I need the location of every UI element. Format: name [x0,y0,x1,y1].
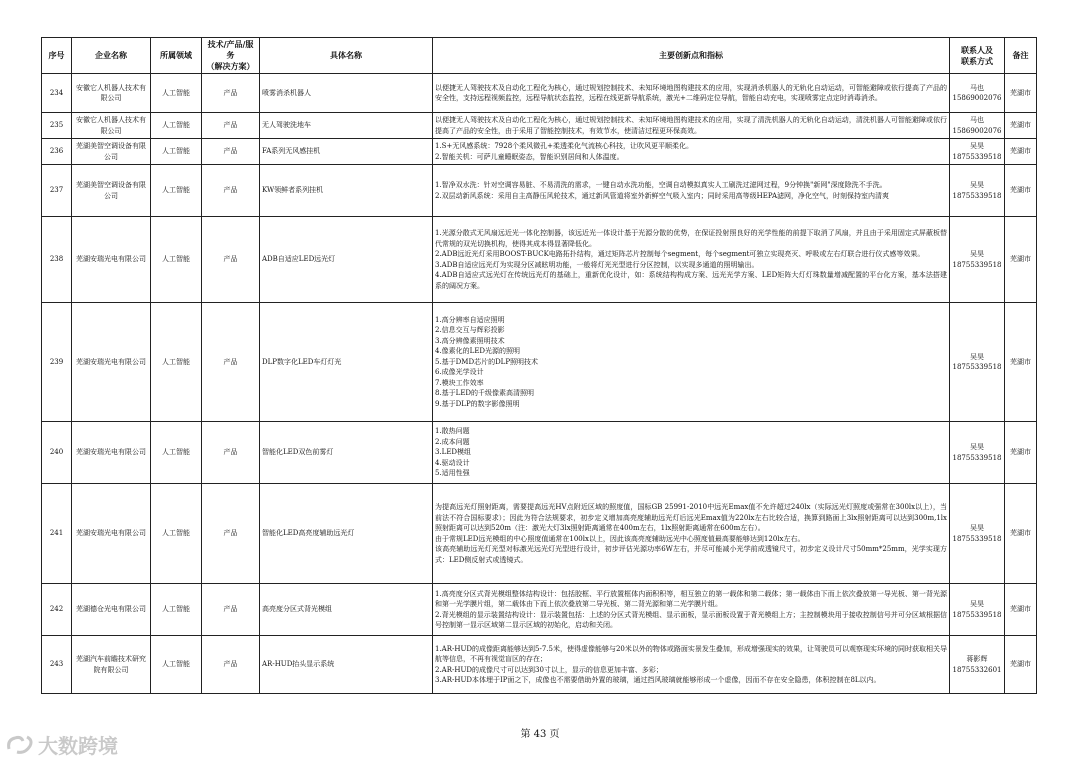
table-row [42,303,1037,422]
table-row [42,422,1037,484]
table-row [42,584,1037,636]
row-number: 235 [42,113,72,139]
company-name: 芜湖安瑞光电有限公司 [72,303,151,422]
note-cell: 芜湖市 [1005,484,1037,584]
innovation-points: 1.AR-HUD的成像距离能够达到5-7.5米，使得虚像能够与20米以外的物体或路面实景发生叠加，形成增强现实的效果，让驾驶员可以观察现实环境的同时获取相关导航等信息，不再有视觉盲区的存在； 2.AR-HUD的成像尺寸可以达到30寸以上，显示的信息更加丰富、多彩； 3.AR-HUD本体埋于IP面之下，成像也不需要借助外置的玻璃，通过挡风玻璃就能够形成一个虚像，因而不存在安全隐患，体积控制在8L以内。 [433,636,950,694]
note-cell: 芜湖市 [1005,217,1037,303]
contact-info: 吴昊 18755339518 [950,303,1005,422]
innovation-points: 1.S+无风感系统：7928个柔风微孔+柔透柔化气流核心科技，让吹风更平顺柔化。 2.智能关机：可萨儿童睡眠姿态，智能识别居间和人体温度。 [433,139,950,165]
type-cell: 产品 [202,165,260,217]
contact-info: 马也 15869002076 [950,74,1005,113]
table-row [42,636,1037,694]
innovation-points: 1.散热问题 2.成本问题 3.LED模组 4.驱动设计 5.适用性强 [433,422,950,484]
row-number: 237 [42,165,72,217]
note-cell: 芜湖市 [1005,636,1037,694]
innovation-points: 以便捷无人驾驶技术及自动化工程化为核心，通过规划控制技术、未知环境地图构建技术的应用，实现了清洗机器人的无轨化自动运动，清洗机器人可智能避障或依行提高了产品的安全性，由于采用了智能控制技术，有效节水，使清洁过程更环保高效。 [433,113,950,139]
product-name: 无人驾驶洗地车 [260,113,433,139]
type-cell: 产品 [202,139,260,165]
header-company: 企业名称 [72,38,151,74]
field-cell: 人工智能 [151,484,202,584]
page-number: 第 43 页 [520,729,560,740]
contact-info: 吴昊 18755339518 [950,584,1005,636]
type-cell: 产品 [202,484,260,584]
table-row [42,139,1037,165]
table-row [42,484,1037,584]
company-name: 安徽它人机器人技术有限公司 [72,113,151,139]
note-cell: 芜湖市 [1005,74,1037,113]
table-row [42,74,1037,113]
company-name: 芜湖美智空调设备有限公司 [72,139,151,165]
header-row [42,38,1037,74]
field-cell: 人工智能 [151,584,202,636]
header-note: 备注 [1005,38,1037,74]
row-number: 239 [42,303,72,422]
field-cell: 人工智能 [151,636,202,694]
product-name: 高亮度分区式背光模组 [260,584,433,636]
contact-info: 蒋影辉 18755332601 [950,636,1005,694]
row-number: 243 [42,636,72,694]
product-name: KW领鲜者系列挂机 [260,165,433,217]
contact-info: 吴昊 18755339518 [950,422,1005,484]
note-cell: 芜湖市 [1005,139,1037,165]
product-name: DLP数字化LED车灯灯光 [260,303,433,422]
note-cell: 芜湖市 [1005,422,1037,484]
header-contact: 联系人及 联系方式 [950,38,1005,74]
enterprise-table [41,37,1037,694]
contact-info: 吴昊 18755339518 [950,139,1005,165]
row-number: 242 [42,584,72,636]
contact-info: 吴昊 18755339518 [950,165,1005,217]
product-name: 智能化LED双色前雾灯 [260,422,433,484]
table-row [42,113,1037,139]
watermark [6,730,118,759]
innovation-points: 1.光源分散式无风扇远近光一体化控制器，该远近光一体设计基于光源分散的优势，在保证投射照良好的光学性能的前提下取消了风扇，并且由于采用固定式屏蔽板替代常规的双光切换机构，使得其成本得显著降低化。 2.ADB远近光灯采用BOOST-BUCK电路拓扑结构，通过矩阵芯片控制每个segment，每个segment可独立实现亮灭、呼吸或左右灯联合进行仪式感等效果。 3.ADB自适应远光灯为实现分区减眩明功能，一般将灯光光型进行分区控制，以实现多通道的照明输出。 4.ADB自适应式远光灯在传统远光灯的基础上，重新优化设计，如：系统结构构成方案、远光光学方案、LED矩阵大灯灯珠数量增减配置的平台化方案，基本法搭建系的阔况方案。 [433,217,950,303]
row-number: 234 [42,74,72,113]
product-name: AR-HUD抬头显示系统 [260,636,433,694]
note-cell: 芜湖市 [1005,113,1037,139]
innovation-points: 1.高分辨率自适应照明 2.信息交互与辉彩投影 3.高分辨像素照明技术 4.像素化的LED光源的照明 5.基于DMD芯片的DLP照明技术 6.成像光学设计 7.模块工作效率 8.基于LED的千级像素高清照明 9.基于DLP的数字影像照明 [433,303,950,422]
type-cell: 产品 [202,74,260,113]
table-row [42,217,1037,303]
type-cell: 产品 [202,584,260,636]
innovation-points: 1.智净双水洗：针对空调容易脏、不易清洗的需求，一键自动水洗功能，空调自动模拟真实人工刷洗过滤网过程，9分钟换"新网"深度除洗不手洗。 2.双层动新风系统：采用自主高静压风轮技术，通过新风管道将室外新鲜空气吸入室内；同时采用高等级HEPA滤网，净化空气，时刻保持室内清爽 [433,165,950,217]
watermark-text: 大数跨境 [38,734,118,758]
row-number: 236 [42,139,72,165]
contact-info: 吴昊 18755339518 [950,484,1005,584]
header-points: 主要创新点和指标 [433,38,950,74]
field-cell: 人工智能 [151,165,202,217]
company-name: 安徽它人机器人技术有限公司 [72,74,151,113]
type-cell: 产品 [202,303,260,422]
company-name: 芜湖安瑞光电有限公司 [72,422,151,484]
company-name: 芜湖汽车前瞻技术研究院有限公司 [72,636,151,694]
brand-logo-icon [6,733,34,757]
header-type: 技术/产品/服务 （解决方案） [202,38,260,74]
innovation-points: 为提高远光灯照射距离，需要提高远光HV点附近区域的照度值，国标GB 25991-2010中远光Emax值不允许超过240lx（实际远光灯照度或强常在300lx以上），当前法不符合国标要求）；因此为符合法规要求，初步定义增加高亮度辅助远光灯后远光Emax值为220lx左右比较合适，换算到路面上3lx照射距离可以达到300m,1lx照射距离可以达到520m（注：激光大灯3lx照射距离通常在400m左右，1lx照射距离通常在600m左右）。 由于常规LED远光模组的中心照度值通常在100lx以上，因此该高亮度辅助远光中心照度值最高要能够达到120lx左右。 该高亮辅助远光灯光型对标激光远光灯光型进行设计，初步评估光源功率6W左右，并尽可能减小光学前成透镜尺寸，初步定义设计尺寸50mm*25mm，光学实现方式：LED侧反射式或透镜式。 [433,484,950,584]
note-cell: 芜湖市 [1005,584,1037,636]
innovation-points: 1.高亮度分区式背光模组整体结构设计：包括胶框、平行放置框体内面积积等，相互独立的第一载体和第二载体；第一载体由下而上依次叠放第一导光板、第一背光源和第一光学膜片组，第二载体由下而上依次叠放第二导光板、第二背光源和第二光学膜片组。 2.背光模组的显示装置结构设计：显示装置包括：上述的分区式背光模组、显示面板，显示面板设置于背光模组上方；主控制模块用于接收控制信号并可分区域根据信号控制第一显示区域第二显示区域的初始化，启动和关闭。 [433,584,950,636]
innovation-points: 以便捷无人驾驶技术及自动化工程化为核心，通过规划控制技术、未知环境地图构建技术的应用，实现消杀机器人的无轨化自动运动，可智能避障或依行提高了产品的安全性，支持远程视频监控，远程导航状态监控，远程在线更新导航系统，激光+二维码定位导航，智能自动充电，实现喷雾定点定时消毒消杀。 [433,74,950,113]
header-no: 序号 [42,38,72,74]
row-number: 241 [42,484,72,584]
field-cell: 人工智能 [151,217,202,303]
field-cell: 人工智能 [151,303,202,422]
company-name: 芜湖德仓光电有限公司 [72,584,151,636]
product-name: 喷雾消杀机器人 [260,74,433,113]
contact-info: 吴昊 18755339518 [950,217,1005,303]
note-cell: 芜湖市 [1005,303,1037,422]
row-number: 238 [42,217,72,303]
row-number: 240 [42,422,72,484]
type-cell: 产品 [202,636,260,694]
type-cell: 产品 [202,113,260,139]
type-cell: 产品 [202,217,260,303]
type-cell: 产品 [202,422,260,484]
header-name: 具体名称 [260,38,433,74]
company-name: 芜湖安瑞光电有限公司 [72,217,151,303]
product-name: FA系列无风感挂机 [260,139,433,165]
note-cell: 芜湖市 [1005,165,1037,217]
field-cell: 人工智能 [151,74,202,113]
contact-info: 马也 15869002076 [950,113,1005,139]
field-cell: 人工智能 [151,139,202,165]
product-name: 智能化LED高亮度辅助远光灯 [260,484,433,584]
product-name: ADB自适应LED远光灯 [260,217,433,303]
field-cell: 人工智能 [151,422,202,484]
field-cell: 人工智能 [151,113,202,139]
company-name: 芜湖美智空调设备有限公司 [72,165,151,217]
table-row [42,165,1037,217]
header-field: 所属领域 [151,38,202,74]
company-name: 芜湖安瑞光电有限公司 [72,484,151,584]
